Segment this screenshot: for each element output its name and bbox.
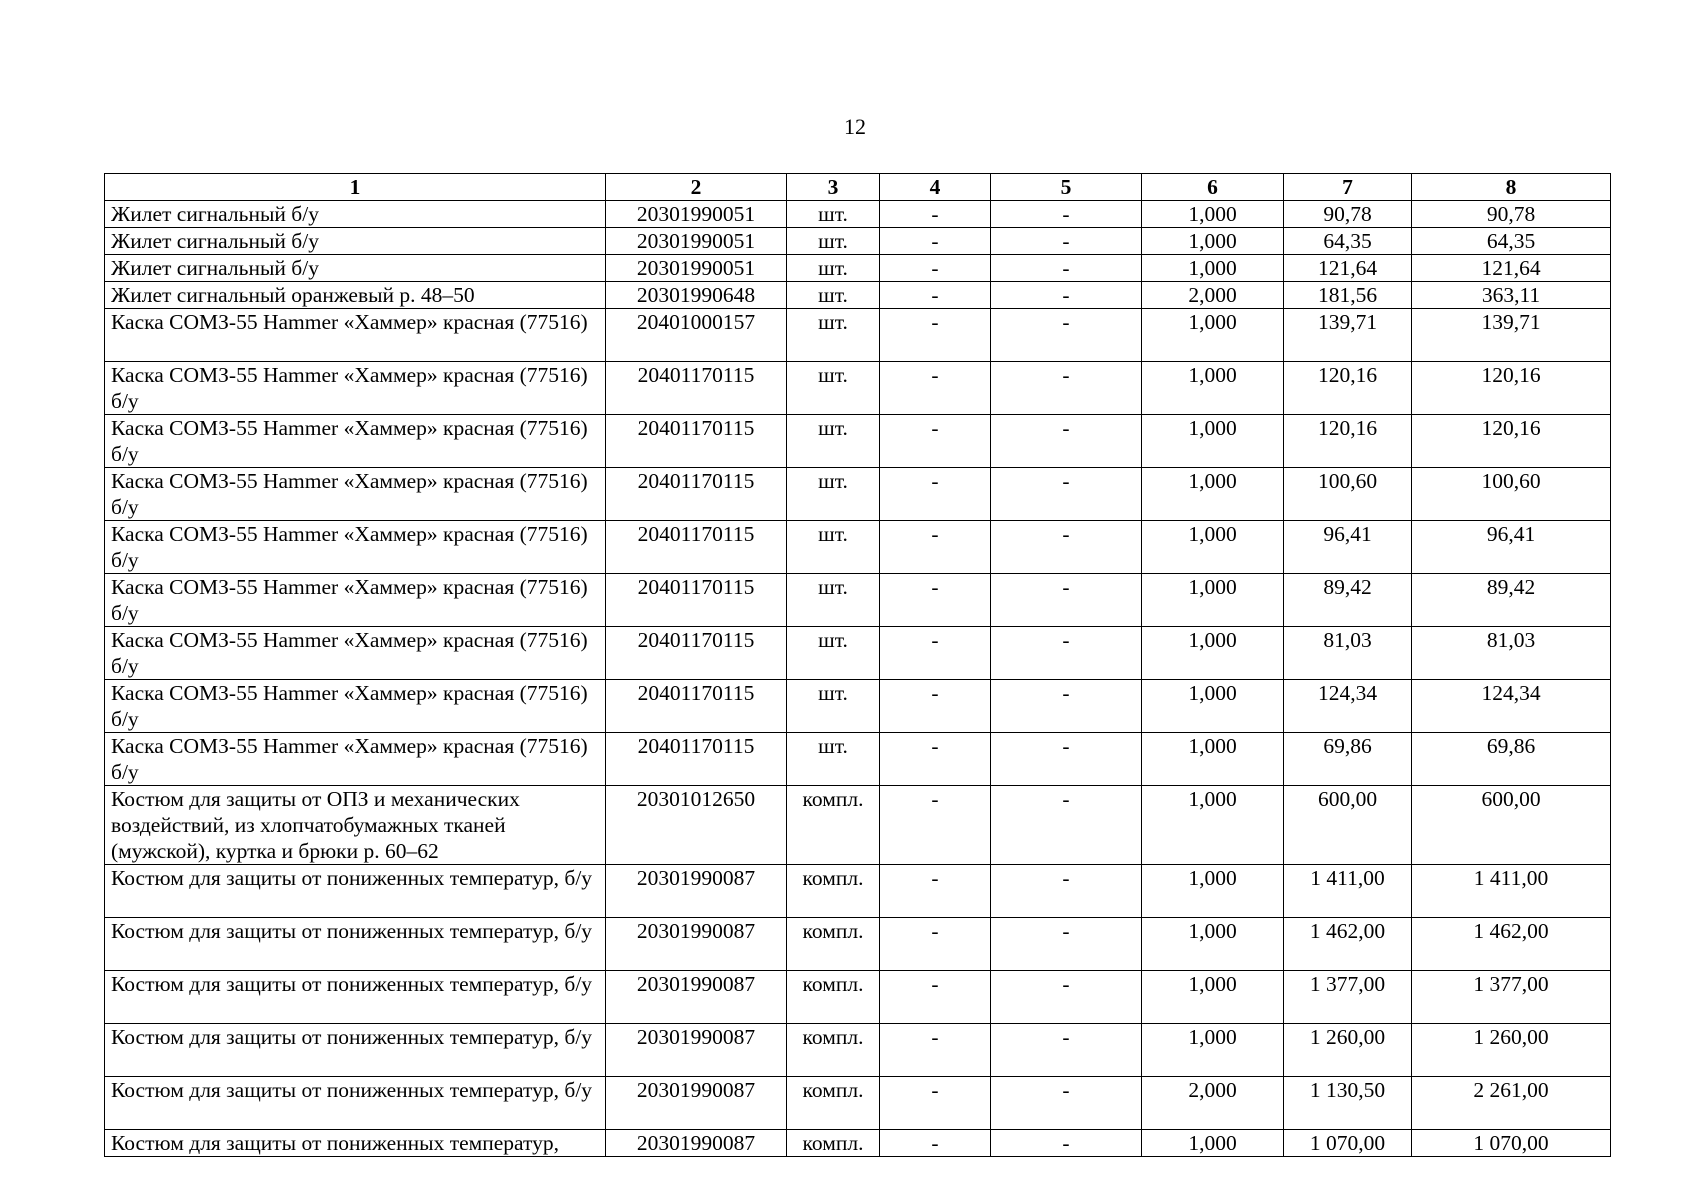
item-name-cell: Каска СОМЗ-55 Hammer «Хаммер» красная (77516) б/у: [105, 627, 606, 680]
item-price-cell: 1 377,00: [1284, 971, 1412, 1024]
item-code-cell: 20401170115: [606, 415, 787, 468]
column-header: 3: [787, 174, 880, 201]
item-code-cell: 20301990051: [606, 201, 787, 228]
item-name-cell: Костюм для защиты от пониженных температур, б/у: [105, 1024, 606, 1077]
item-unit-cell: шт.: [787, 282, 880, 309]
item-code-cell: 20401170115: [606, 468, 787, 521]
table-row: [105, 362, 1611, 415]
table-row: [105, 627, 1611, 680]
column-5-cell: -: [991, 255, 1142, 282]
column-header: 8: [1412, 174, 1611, 201]
column-5-cell: -: [991, 1130, 1142, 1157]
column-5-cell: -: [991, 415, 1142, 468]
item-sum-cell: 120,16: [1412, 415, 1611, 468]
item-quantity-cell: 1,000: [1142, 521, 1284, 574]
table-row: [105, 971, 1611, 1024]
item-code-cell: 20401170115: [606, 574, 787, 627]
item-unit-cell: шт.: [787, 309, 880, 362]
item-price-cell: 1 411,00: [1284, 865, 1412, 918]
column-4-cell: -: [880, 309, 991, 362]
column-4-cell: -: [880, 415, 991, 468]
item-sum-cell: 90,78: [1412, 201, 1611, 228]
item-price-cell: 120,16: [1284, 415, 1412, 468]
table-row: [105, 680, 1611, 733]
column-4-cell: -: [880, 521, 991, 574]
item-code-cell: 20301990087: [606, 1130, 787, 1157]
column-4-cell: -: [880, 1077, 991, 1130]
column-5-cell: -: [991, 201, 1142, 228]
item-price-cell: 69,86: [1284, 733, 1412, 786]
column-4-cell: -: [880, 786, 991, 865]
item-price-cell: 1 130,50: [1284, 1077, 1412, 1130]
item-unit-cell: шт.: [787, 228, 880, 255]
column-5-cell: -: [991, 918, 1142, 971]
column-4-cell: -: [880, 918, 991, 971]
item-name-cell: Каска СОМЗ-55 Hammer «Хаммер» красная (77516) б/у: [105, 733, 606, 786]
item-sum-cell: 100,60: [1412, 468, 1611, 521]
item-sum-cell: 81,03: [1412, 627, 1611, 680]
item-sum-cell: 2 261,00: [1412, 1077, 1611, 1130]
item-name-cell: Жилет сигнальный оранжевый р. 48–50: [105, 282, 606, 309]
item-unit-cell: шт.: [787, 574, 880, 627]
item-unit-cell: компл.: [787, 786, 880, 865]
table-row: [105, 521, 1611, 574]
item-quantity-cell: 1,000: [1142, 680, 1284, 733]
item-sum-cell: 1 377,00: [1412, 971, 1611, 1024]
item-sum-cell: 124,34: [1412, 680, 1611, 733]
item-name-cell: Каска СОМЗ-55 Hammer «Хаммер» красная (77516) б/у: [105, 415, 606, 468]
item-name-cell: Костюм для защиты от пониженных температур, б/у: [105, 918, 606, 971]
item-unit-cell: шт.: [787, 468, 880, 521]
column-4-cell: -: [880, 1130, 991, 1157]
table-row: [105, 865, 1611, 918]
item-sum-cell: 363,11: [1412, 282, 1611, 309]
table-row: [105, 228, 1611, 255]
item-quantity-cell: 1,000: [1142, 627, 1284, 680]
item-name-cell: Костюм для защиты от пониженных температур, б/у: [105, 1077, 606, 1130]
inventory-table: [104, 173, 1611, 1157]
item-name-cell: Каска СОМЗ-55 Hammer «Хаммер» красная (77516) б/у: [105, 574, 606, 627]
item-price-cell: 64,35: [1284, 228, 1412, 255]
table-row: [105, 468, 1611, 521]
item-code-cell: 20301990087: [606, 865, 787, 918]
column-5-cell: -: [991, 733, 1142, 786]
column-4-cell: -: [880, 733, 991, 786]
item-price-cell: 1 462,00: [1284, 918, 1412, 971]
column-5-cell: -: [991, 228, 1142, 255]
item-unit-cell: шт.: [787, 362, 880, 415]
column-header: 7: [1284, 174, 1412, 201]
item-sum-cell: 1 411,00: [1412, 865, 1611, 918]
item-unit-cell: шт.: [787, 201, 880, 228]
item-code-cell: 20301990087: [606, 1077, 787, 1130]
item-price-cell: 181,56: [1284, 282, 1412, 309]
item-sum-cell: 96,41: [1412, 521, 1611, 574]
item-quantity-cell: 1,000: [1142, 918, 1284, 971]
item-name-cell: Каска СОМЗ-55 Hammer «Хаммер» красная (77516): [105, 309, 606, 362]
column-4-cell: -: [880, 468, 991, 521]
item-name-cell: Каска СОМЗ-55 Hammer «Хаммер» красная (77516) б/у: [105, 362, 606, 415]
column-5-cell: -: [991, 521, 1142, 574]
item-sum-cell: 120,16: [1412, 362, 1611, 415]
item-code-cell: 20301990087: [606, 1024, 787, 1077]
table-row: [105, 1130, 1611, 1157]
table-row: [105, 733, 1611, 786]
item-price-cell: 1 070,00: [1284, 1130, 1412, 1157]
table-row: [105, 201, 1611, 228]
item-price-cell: 139,71: [1284, 309, 1412, 362]
item-code-cell: 20401170115: [606, 627, 787, 680]
item-code-cell: 20301990648: [606, 282, 787, 309]
item-unit-cell: шт.: [787, 521, 880, 574]
column-4-cell: -: [880, 865, 991, 918]
table-row: [105, 309, 1611, 362]
item-price-cell: 89,42: [1284, 574, 1412, 627]
item-name-cell: Каска СОМЗ-55 Hammer «Хаммер» красная (77516) б/у: [105, 680, 606, 733]
item-code-cell: 20401170115: [606, 362, 787, 415]
item-quantity-cell: 1,000: [1142, 309, 1284, 362]
item-code-cell: 20301990051: [606, 228, 787, 255]
item-name-cell: Костюм для защиты от пониженных температур, б/у: [105, 865, 606, 918]
item-sum-cell: 121,64: [1412, 255, 1611, 282]
item-price-cell: 120,16: [1284, 362, 1412, 415]
item-quantity-cell: 1,000: [1142, 1024, 1284, 1077]
item-unit-cell: компл.: [787, 865, 880, 918]
item-sum-cell: 1 070,00: [1412, 1130, 1611, 1157]
item-name-cell: Каска СОМЗ-55 Hammer «Хаммер» красная (77516) б/у: [105, 468, 606, 521]
item-name-cell: Костюм для защиты от пониженных температур,: [105, 1130, 606, 1157]
item-code-cell: 20301012650: [606, 786, 787, 865]
column-header: 5: [991, 174, 1142, 201]
column-5-cell: -: [991, 1024, 1142, 1077]
item-sum-cell: 1 260,00: [1412, 1024, 1611, 1077]
column-5-cell: -: [991, 282, 1142, 309]
item-quantity-cell: 1,000: [1142, 201, 1284, 228]
item-unit-cell: шт.: [787, 255, 880, 282]
column-4-cell: -: [880, 680, 991, 733]
column-header: 2: [606, 174, 787, 201]
column-5-cell: -: [991, 468, 1142, 521]
item-quantity-cell: 1,000: [1142, 971, 1284, 1024]
item-unit-cell: компл.: [787, 1077, 880, 1130]
item-name-cell: Жилет сигнальный б/у: [105, 201, 606, 228]
item-quantity-cell: 1,000: [1142, 468, 1284, 521]
item-name-cell: Жилет сигнальный б/у: [105, 255, 606, 282]
item-code-cell: 20401170115: [606, 680, 787, 733]
column-4-cell: -: [880, 574, 991, 627]
item-unit-cell: компл.: [787, 971, 880, 1024]
table-row: [105, 255, 1611, 282]
column-5-cell: -: [991, 627, 1142, 680]
item-price-cell: 100,60: [1284, 468, 1412, 521]
column-5-cell: -: [991, 680, 1142, 733]
item-price-cell: 81,03: [1284, 627, 1412, 680]
column-5-cell: -: [991, 309, 1142, 362]
item-code-cell: 20401000157: [606, 309, 787, 362]
table-row: [105, 282, 1611, 309]
item-unit-cell: компл.: [787, 1130, 880, 1157]
item-quantity-cell: 1,000: [1142, 733, 1284, 786]
item-quantity-cell: 2,000: [1142, 282, 1284, 309]
column-4-cell: -: [880, 282, 991, 309]
item-price-cell: 124,34: [1284, 680, 1412, 733]
item-quantity-cell: 1,000: [1142, 786, 1284, 865]
item-quantity-cell: 1,000: [1142, 415, 1284, 468]
item-price-cell: 121,64: [1284, 255, 1412, 282]
item-quantity-cell: 1,000: [1142, 362, 1284, 415]
item-code-cell: 20401170115: [606, 733, 787, 786]
column-4-cell: -: [880, 627, 991, 680]
table-row: [105, 786, 1611, 865]
column-4-cell: -: [880, 971, 991, 1024]
column-header: 1: [105, 174, 606, 201]
item-unit-cell: шт.: [787, 415, 880, 468]
item-sum-cell: 139,71: [1412, 309, 1611, 362]
column-4-cell: -: [880, 1024, 991, 1077]
table-row: [105, 1077, 1611, 1130]
item-price-cell: 90,78: [1284, 201, 1412, 228]
item-code-cell: 20301990087: [606, 918, 787, 971]
column-5-cell: -: [991, 1077, 1142, 1130]
item-quantity-cell: 1,000: [1142, 1130, 1284, 1157]
item-sum-cell: 1 462,00: [1412, 918, 1611, 971]
item-sum-cell: 69,86: [1412, 733, 1611, 786]
item-price-cell: 1 260,00: [1284, 1024, 1412, 1077]
column-header: 6: [1142, 174, 1284, 201]
item-quantity-cell: 1,000: [1142, 228, 1284, 255]
item-sum-cell: 64,35: [1412, 228, 1611, 255]
item-price-cell: 96,41: [1284, 521, 1412, 574]
item-quantity-cell: 1,000: [1142, 255, 1284, 282]
page-number: 12: [844, 114, 866, 139]
item-code-cell: 20401170115: [606, 521, 787, 574]
item-unit-cell: шт.: [787, 627, 880, 680]
column-4-cell: -: [880, 362, 991, 415]
item-sum-cell: 600,00: [1412, 786, 1611, 865]
item-unit-cell: шт.: [787, 680, 880, 733]
table-header-row: [105, 174, 1611, 201]
item-unit-cell: шт.: [787, 733, 880, 786]
column-5-cell: -: [991, 574, 1142, 627]
column-5-cell: -: [991, 786, 1142, 865]
table-row: [105, 574, 1611, 627]
column-header: 4: [880, 174, 991, 201]
item-name-cell: Костюм для защиты от ОПЗ и механических воздействий, из хлопчатобумажных тканей (мужской), куртка и брюки р. 60–62: [105, 786, 606, 865]
item-unit-cell: компл.: [787, 918, 880, 971]
table-body: [105, 201, 1611, 1157]
item-sum-cell: 89,42: [1412, 574, 1611, 627]
table-row: [105, 1024, 1611, 1077]
item-name-cell: Жилет сигнальный б/у: [105, 228, 606, 255]
table-row: [105, 415, 1611, 468]
table-row: [105, 918, 1611, 971]
column-5-cell: -: [991, 971, 1142, 1024]
column-5-cell: -: [991, 362, 1142, 415]
item-quantity-cell: 1,000: [1142, 574, 1284, 627]
column-5-cell: -: [991, 865, 1142, 918]
item-code-cell: 20301990087: [606, 971, 787, 1024]
item-unit-cell: компл.: [787, 1024, 880, 1077]
column-4-cell: -: [880, 255, 991, 282]
item-name-cell: Костюм для защиты от пониженных температур, б/у: [105, 971, 606, 1024]
column-4-cell: -: [880, 201, 991, 228]
item-price-cell: 600,00: [1284, 786, 1412, 865]
item-name-cell: Каска СОМЗ-55 Hammer «Хаммер» красная (77516) б/у: [105, 521, 606, 574]
item-quantity-cell: 2,000: [1142, 1077, 1284, 1130]
column-4-cell: -: [880, 228, 991, 255]
item-quantity-cell: 1,000: [1142, 865, 1284, 918]
item-code-cell: 20301990051: [606, 255, 787, 282]
